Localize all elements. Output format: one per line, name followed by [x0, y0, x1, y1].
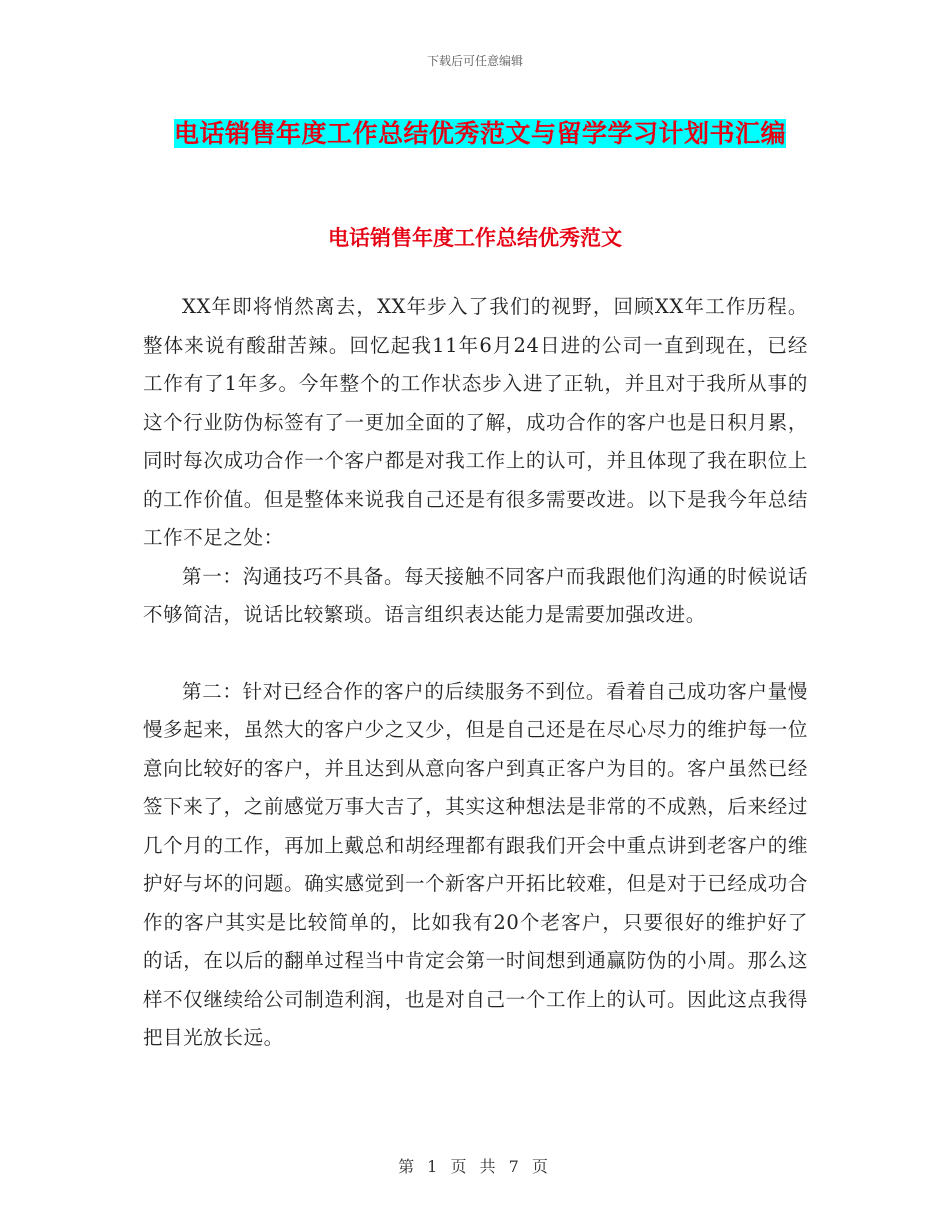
- paragraph-point-one: 第一：沟通技巧不具备。每天接触不同客户而我跟他们沟通的时候说话不够简洁，说话比较繁琐。语言组织表达能力是需要加强改进。: [143, 564, 808, 626]
- section-title: 电话销售年度工作总结优秀范文: [328, 226, 622, 250]
- header-note: 下载后可任意编辑: [426, 54, 523, 68]
- paragraph-point-two: 第二：针对已经合作的客户的后续服务不到位。看着自己成功客户量慢慢多起来，虽然大的客户少之又少，但是自己还是在尽心尽力的维护每一位意向比较好的客户，并且达到从意向客户到真正客户为目的。客户虽然已经签下来了，之前感觉万事大吉了，其实这种想法是非常的不成熟，后来经过几个月的工作，再加上戴总和胡经理都有跟我们开会中重点讲到老客户的维护好与坏的问题。确实感觉到一个新客户开拓比较难，但是对于已经成功合作的客户其实是比较简单的，比如我有20个老客户，只要很好的维护好了的话，在以后的翻单过程当中肯定会第一时间想到通赢防伪的小周。那么这样不仅继续给公司制造利润，也是对自己一个工作上的认可。因此这点我得把目光放长远。: [143, 679, 808, 1049]
- page-number-footer: 第 1 页 共 7 页: [398, 1157, 552, 1176]
- body-text: [143, 288, 808, 1058]
- paragraph-intro: XX年即将悄然离去，XX年步入了我们的视野，回顾XX年工作历程。整体来说有酸甜苦辣。回忆起我11年6月24日进的公司一直到现在，已经工作有了1年多。今年整个的工作状态步入进了正轨，并且对于我所从事的这个行业防伪标签有了一更加全面的了解，成功合作的客户也是日积月累，同时每次成功合作一个客户都是对我工作上的认可，并且体现了我在职位上的工作价值。但是整体来说我自己还是有很多需要改进。以下是我今年总结工作不足之处：: [143, 295, 808, 549]
- document-main-title: [140, 112, 820, 156]
- main-title-highlight: 电话销售年度工作总结优秀范文与留学学习计划书汇编: [173, 119, 786, 148]
